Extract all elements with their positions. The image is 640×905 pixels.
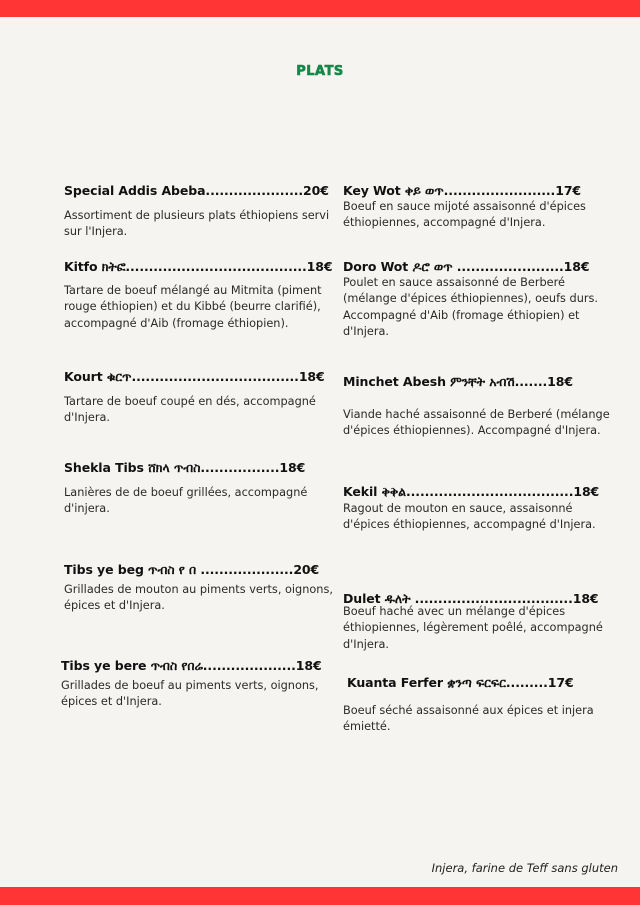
item-name: Kekil ቅቅል.................................... bbox=[343, 484, 574, 499]
bottom-red-band bbox=[0, 887, 640, 905]
item-description: Boeuf haché avec un mélange d'épices éthiopiennes, légèrement poêlé, accompagné d'Injera. bbox=[343, 605, 603, 651]
menu-item bbox=[343, 183, 613, 232]
item-price: 18€ bbox=[572, 591, 599, 606]
item-heading bbox=[64, 369, 334, 385]
item-description: Boeuf séché assaisonné aux épices et injera émietté. bbox=[343, 704, 594, 734]
item-description: Tartare de boeuf coupé en dés, accompagné d'Injera. bbox=[64, 395, 316, 425]
menu-item bbox=[64, 562, 334, 615]
menu-item bbox=[64, 460, 334, 518]
item-name: Dulet ዱለት .................................. bbox=[343, 591, 573, 606]
item-heading bbox=[343, 183, 613, 199]
item-name: Tibs ye bere ጥብስ የበሬ.................... bbox=[61, 658, 296, 673]
item-price: 18€ bbox=[573, 484, 600, 499]
item-heading bbox=[343, 484, 613, 500]
item-description: Lanières de de boeuf grillées, accompagné d'injera. bbox=[64, 486, 308, 516]
item-price: 18€ bbox=[547, 374, 573, 389]
menu-item bbox=[64, 259, 334, 332]
menu-item bbox=[343, 591, 613, 653]
item-price: 18€ bbox=[563, 259, 590, 274]
item-description: Assortiment de plusieurs plats éthiopiens servi sur l'Injera. bbox=[64, 209, 330, 239]
item-heading bbox=[64, 259, 334, 275]
item-heading bbox=[347, 675, 617, 691]
item-heading bbox=[343, 259, 613, 275]
item-heading bbox=[64, 460, 334, 476]
item-name: Special Addis Abeba..................... bbox=[64, 183, 304, 198]
item-description: Poulet en sauce assaisonné de Berberé (mélange d'épices éthiopiennes), oeufs durs. Accompagné d'Aib (fromage éthiopien) et d'Injera. bbox=[343, 276, 598, 339]
menu-item bbox=[343, 484, 613, 534]
item-price: 17€ bbox=[555, 183, 582, 198]
item-price: 20€ bbox=[303, 183, 329, 198]
item-description: Grillades de mouton au piments verts, oignons, épices et d'Injera. bbox=[64, 583, 333, 613]
item-name: Minchet Abesh ምንቸት አብሽ....... bbox=[343, 374, 548, 389]
item-description: Viande haché assaisonné de Berberé (mélange d'épices éthiopiennes). Accompagné d'Injera. bbox=[343, 408, 610, 438]
item-name: Key Wot ቀይ ወጥ........................ bbox=[343, 183, 556, 198]
menu-item bbox=[343, 675, 617, 736]
item-heading bbox=[64, 562, 334, 578]
menu-item bbox=[61, 658, 331, 711]
item-heading bbox=[343, 374, 613, 390]
item-price: 18€ bbox=[306, 259, 333, 274]
item-price: 18€ bbox=[279, 460, 306, 475]
item-description: Grillades de boeuf au piments verts, oignons, épices et d'Injera. bbox=[61, 679, 319, 709]
menu-item bbox=[64, 183, 334, 241]
item-name: Shekla Tibs ሸክላ ጥብስ................. bbox=[64, 460, 280, 475]
item-price: 18€ bbox=[298, 369, 325, 384]
item-name: Kitfo ክትፎ....................................... bbox=[64, 259, 307, 274]
item-name: Doro Wot ዶሮ ወጥ ....................... bbox=[343, 259, 564, 274]
item-heading bbox=[61, 658, 331, 674]
gluten-note: Injera, farine de Teff sans gluten bbox=[431, 861, 618, 875]
item-description: Ragout de mouton en sauce, assaisonné d'épices éthiopiennes, accompagné d'Injera. bbox=[343, 502, 596, 532]
page-title: PLATS bbox=[296, 64, 344, 79]
item-price: 17€ bbox=[547, 675, 574, 690]
menu-item bbox=[343, 374, 613, 440]
item-heading bbox=[64, 183, 334, 198]
item-description: Boeuf en sauce mijoté assaisonné d'épices éthiopiennes, accompagné d'Injera. bbox=[343, 200, 586, 230]
item-name: Kourt ቁርጥ.................................... bbox=[64, 369, 299, 384]
top-red-band bbox=[0, 0, 640, 17]
item-price: 20€ bbox=[293, 562, 320, 577]
item-description: Tartare de boeuf mélangé au Mitmita (piment rouge éthiopien) et du Kibbé (beurre clarifié), accompagné d'Aib (fromage éthiopien). bbox=[64, 284, 322, 330]
menu-item bbox=[343, 259, 613, 341]
menu-item bbox=[64, 369, 334, 427]
item-price: 18€ bbox=[295, 658, 322, 673]
item-name: Tibs ye beg ጥብስ የ በ .................... bbox=[64, 562, 294, 577]
item-name: Kuanta Ferfer ቋንጣ ፍርፍር......... bbox=[347, 675, 548, 690]
